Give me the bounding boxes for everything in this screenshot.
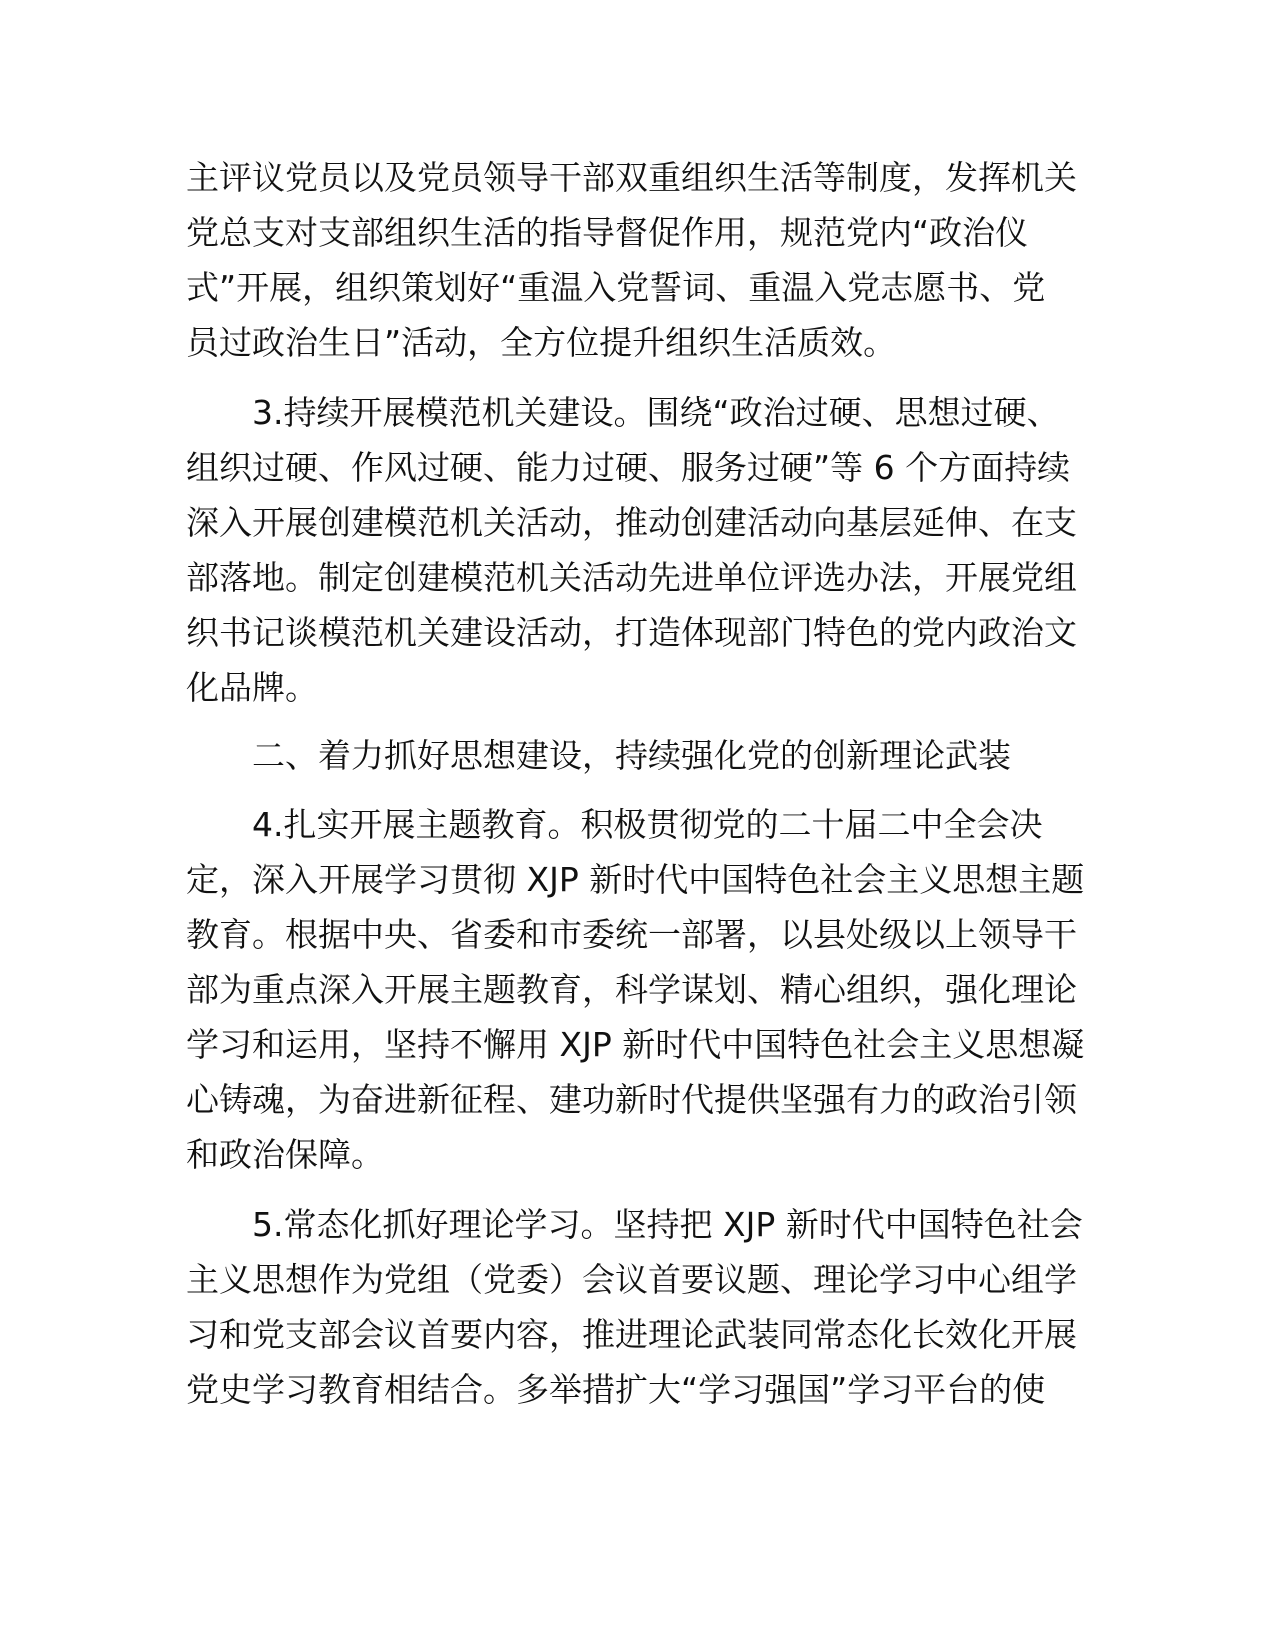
body-text-line: 部落地。制定创建模范机关活动先进单位评选办法，开展党组 xyxy=(186,558,1077,597)
body-text-line: 定，深入开展学习贯彻 XJP 新时代中国特色社会主义思想主题 xyxy=(186,860,1085,899)
body-text-line: 党史学习教育相结合。多举措扩大“学习强国”学习平台的使 xyxy=(186,1370,1046,1409)
body-text-line: 习和党支部会议首要内容，推进理论武装同常态化长效化开展 xyxy=(186,1315,1077,1354)
body-text-line: 党总支对支部组织生活的指导督促作用，规范党内“政治仪 xyxy=(186,213,1029,252)
section-item-5-heading-line: 5.常态化抓好理论学习。坚持把 XJP 新时代中国特色社会 xyxy=(252,1205,1083,1244)
section-heading: 二、着力抓好思想建设，持续强化党的创新理论武装 xyxy=(252,736,1011,775)
body-text-line: 深入开展创建模范机关活动，推动创建活动向基层延伸、在支 xyxy=(186,503,1077,542)
body-text-line: 织书记谈模范机关建设活动，打造体现部门特色的党内政治文 xyxy=(186,613,1077,652)
section-item-4-heading-line: 4.扎实开展主题教育。积极贯彻党的二十届二中全会决 xyxy=(252,805,1043,844)
body-text-line: 教育。根据中央、省委和市委统一部署，以县处级以上领导干 xyxy=(186,915,1077,954)
body-text-line: 化品牌。 xyxy=(186,668,318,707)
body-text-line: 心铸魂，为奋进新征程、建功新时代提供坚强有力的政治引领 xyxy=(186,1080,1077,1119)
body-text-line: 式”开展，组织策划好“重温入党誓词、重温入党志愿书、党 xyxy=(186,268,1046,307)
body-text-line: 组织过硬、作风过硬、能力过硬、服务过硬”等 6 个方面持续 xyxy=(186,448,1071,487)
body-text-line: 员过政治生日”活动，全方位提升组织生活质效。 xyxy=(186,323,897,362)
body-text-line: 主评议党员以及党员领导干部双重组织生活等制度，发挥机关 xyxy=(186,158,1077,197)
body-text-line: 和政治保障。 xyxy=(186,1135,384,1174)
body-text-line: 部为重点深入开展主题教育，科学谋划、精心组织，强化理论 xyxy=(186,970,1077,1009)
body-text-line: 学习和运用，坚持不懈用 XJP 新时代中国特色社会主义思想凝 xyxy=(186,1025,1085,1064)
body-text-line: 主义思想作为党组（党委）会议首要议题、理论学习中心组学 xyxy=(186,1260,1077,1299)
section-item-3-heading-line: 3.持续开展模范机关建设。围绕“政治过硬、思想过硬、 xyxy=(252,393,1060,432)
